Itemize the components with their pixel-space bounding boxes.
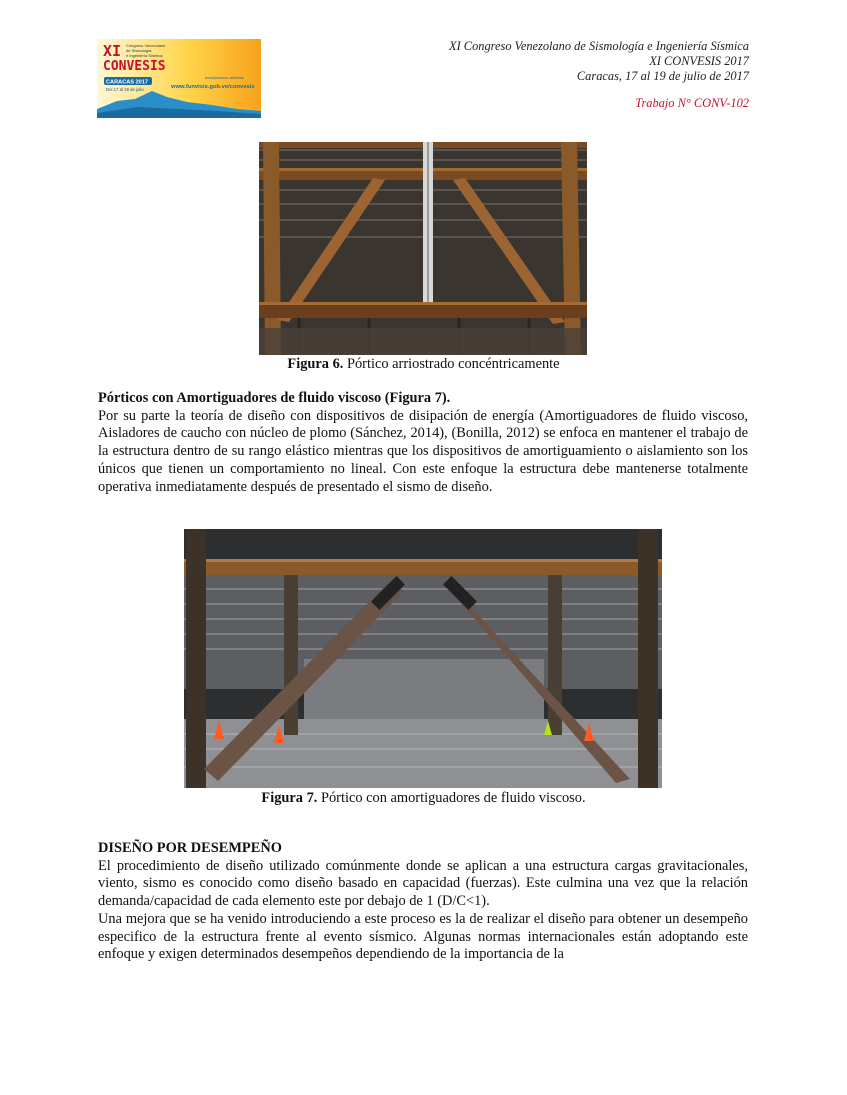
- header-congress-name: XI Congreso Venezolano de Sismología e Ingeniería Sísmica: [449, 39, 749, 53]
- logo-numeral: XI: [103, 42, 122, 60]
- figure-7-photo: [184, 529, 662, 788]
- figure-6-label: Figura 6.: [287, 356, 344, 372]
- logo-org-line-2: de Sismología: [126, 48, 152, 53]
- figure-6-caption: [0, 356, 847, 373]
- conference-logo: [97, 39, 261, 118]
- running-header: [449, 39, 749, 111]
- figure-7-label: Figura 7.: [261, 790, 318, 806]
- figure-6-photo: [259, 142, 587, 355]
- figure-6-caption-text: Pórtico arriostrado concéntricamente: [343, 356, 560, 372]
- section-dampers-paragraph: Por su parte la teoría de diseño con dispositivos de disipación de energía (Amortiguadores de fluido viscoso, Aisladores de caucho con núcleo de plomo (Sánchez, 2014), (Bonilla, 2012) se enfoca en mantener el trabajo de la estructura dentro de su rango elástico mientras que los dispositivos de amortiguamiento o aislamiento son los únicos que tienen un comportamiento no lineal. Con este enfoque la estructura debe mantenerse totalmente operativa inmediatamente después de presentado el sismo de diseño.: [98, 407, 748, 495]
- section-performance: [98, 840, 748, 964]
- logo-url: www.funvisis.gob.ve/convesis: [171, 84, 255, 90]
- header-paper-id: Trabajo N° CONV-102: [635, 96, 749, 110]
- header-event-name: XI CONVESIS 2017: [649, 54, 749, 68]
- logo-city-badge: CARACAS 2017: [106, 79, 148, 86]
- section-performance-paragraph-1: El procedimiento de diseño utilizado comúnmente donde se aplican a una estructura cargas gravitacionales, viento, sismo es conocido como diseño basado en capacidad (fuerzas). Este culmina una vez que la relación demanda/capacidad de cada elemento este por debajo de 1 (D/C<1).: [98, 857, 748, 910]
- header-place-date: Caracas, 17 al 19 de julio de 2017: [576, 69, 749, 83]
- section-performance-heading: DISEÑO POR DESEMPEÑO: [98, 840, 282, 856]
- section-dampers-heading: Pórticos con Amortiguadores de fluido viscoso (Figura 7).: [98, 390, 451, 406]
- logo-dates: Del 17 al 19 de julio: [106, 87, 144, 92]
- figure-7-caption: [0, 790, 847, 807]
- logo-enroll: Inscripciones abiertas: [205, 75, 244, 80]
- logo-org-line-1: Congreso Venezolano: [126, 43, 166, 48]
- section-performance-paragraph-2: Una mejora que se ha venido introduciendo a este proceso es la de realizar el diseño para obtener un desempeño especifico de la estructura frente al evento sísmico. Algunas normas internacionales están adoptando este enfoque y exigen determinados desempeños dependiendo de la importancia de la: [98, 910, 748, 963]
- logo-name: CONVESIS: [103, 59, 166, 74]
- section-dampers: [98, 390, 748, 496]
- figure-7-caption-text: Pórtico con amortiguadores de fluido viscoso.: [317, 790, 586, 806]
- logo-org-line-3: e Ingeniería Sísmica: [126, 53, 163, 58]
